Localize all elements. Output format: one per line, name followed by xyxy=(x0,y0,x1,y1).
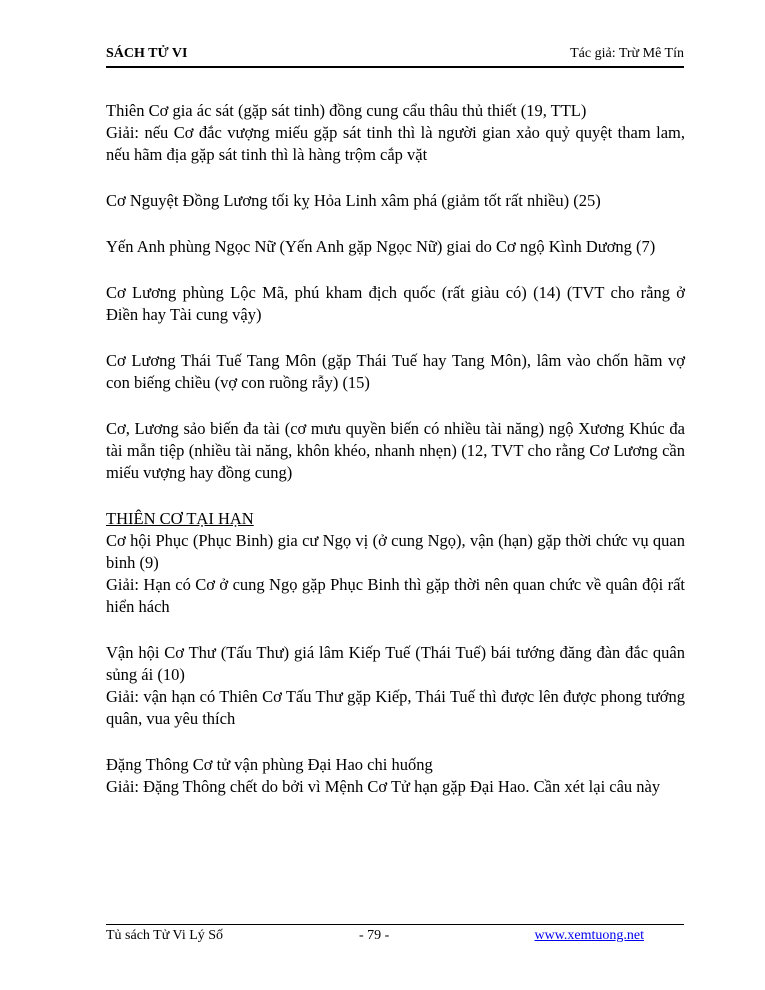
paragraph: Vận hội Cơ Thư (Tấu Thư) giá lâm Kiếp Tuế (Thái Tuế) bái tướng đăng đàn đắc quân sủng ái (10) xyxy=(106,643,685,684)
footer-divider xyxy=(106,924,684,925)
paragraph: Cơ Nguyệt Đồng Lương tối kỵ Hỏa Linh xâm phá (giảm tốt rất nhiều) (25) xyxy=(106,191,601,210)
page-body xyxy=(106,100,685,798)
author: Tác giả: Trừ Mê Tín xyxy=(570,46,684,61)
paragraph: Cơ Lương Thái Tuế Tang Môn (gặp Thái Tuế hay Tang Môn), lâm vào chốn hãm vợ con biếng chiều (vợ con ruồng rẫy) (15) xyxy=(106,351,685,392)
paragraph: Đặng Thông Cơ tử vận phùng Đại Hao chi huống xyxy=(106,755,433,774)
section-heading: THIÊN CƠ TẠI HẠN xyxy=(106,509,254,528)
paragraph: Cơ hội Phục (Phục Binh) gia cư Ngọ vị (ở cung Ngọ), vận (hạn) gặp thời chức vụ quan binh (9) xyxy=(106,531,685,572)
page-number: - 79 - xyxy=(359,928,390,943)
paragraph: Giải: Đặng Thông chết do bởi vì Mệnh Cơ Tử hạn gặp Đại Hao. Cần xét lại câu này xyxy=(106,777,661,796)
paragraph: Thiên Cơ gia ác sát (gặp sát tinh) đồng cung cẩu thâu thủ thiết (19, TTL) xyxy=(106,101,587,120)
paragraph: Yến Anh phùng Ngọc Nữ (Yến Anh gặp Ngọc Nữ) giai do Cơ ngộ Kình Dương (7) xyxy=(106,237,656,256)
paragraph: Giải: vận hạn có Thiên Cơ Tấu Thư gặp Kiếp, Thái Tuế thì được lên được phong tướng quân, vua yêu thích xyxy=(106,687,685,728)
header-divider xyxy=(106,66,684,68)
paragraph: Cơ Lương phùng Lộc Mã, phú kham địch quốc (rất giàu có) (14) (TVT cho rằng ở Điền hay Tài cung vậy) xyxy=(106,283,685,324)
paragraph: Cơ, Lương sảo biến đa tài (cơ mưu quyền biến có nhiều tài năng) ngộ Xương Khúc đa tài mẫn tiệp (nhiều tài năng, khôn khéo, nhanh nhẹn) (12, TVT cho rằng Cơ Lương cần miếu vượng hay đồng cung) xyxy=(106,419,685,482)
paragraph: Giải: nếu Cơ đắc vượng miếu gặp sát tinh thì là người gian xảo quỷ quyệt tham lam, nếu hãm địa gặp sát tinh thì là hàng trộm cắp vặt xyxy=(106,123,685,164)
book-title: SÁCH TỬ VI xyxy=(106,46,188,61)
paragraph: Giải: Hạn có Cơ ở cung Ngọ gặp Phục Binh thì gặp thời nên quan chức về quân đội rất hiển hách xyxy=(106,575,685,616)
page-footer xyxy=(106,928,684,948)
series-name: Tủ sách Tử Vi Lý Số xyxy=(106,928,224,943)
website-link[interactable]: www.xemtuong.net xyxy=(534,928,644,943)
page-header xyxy=(106,46,684,66)
